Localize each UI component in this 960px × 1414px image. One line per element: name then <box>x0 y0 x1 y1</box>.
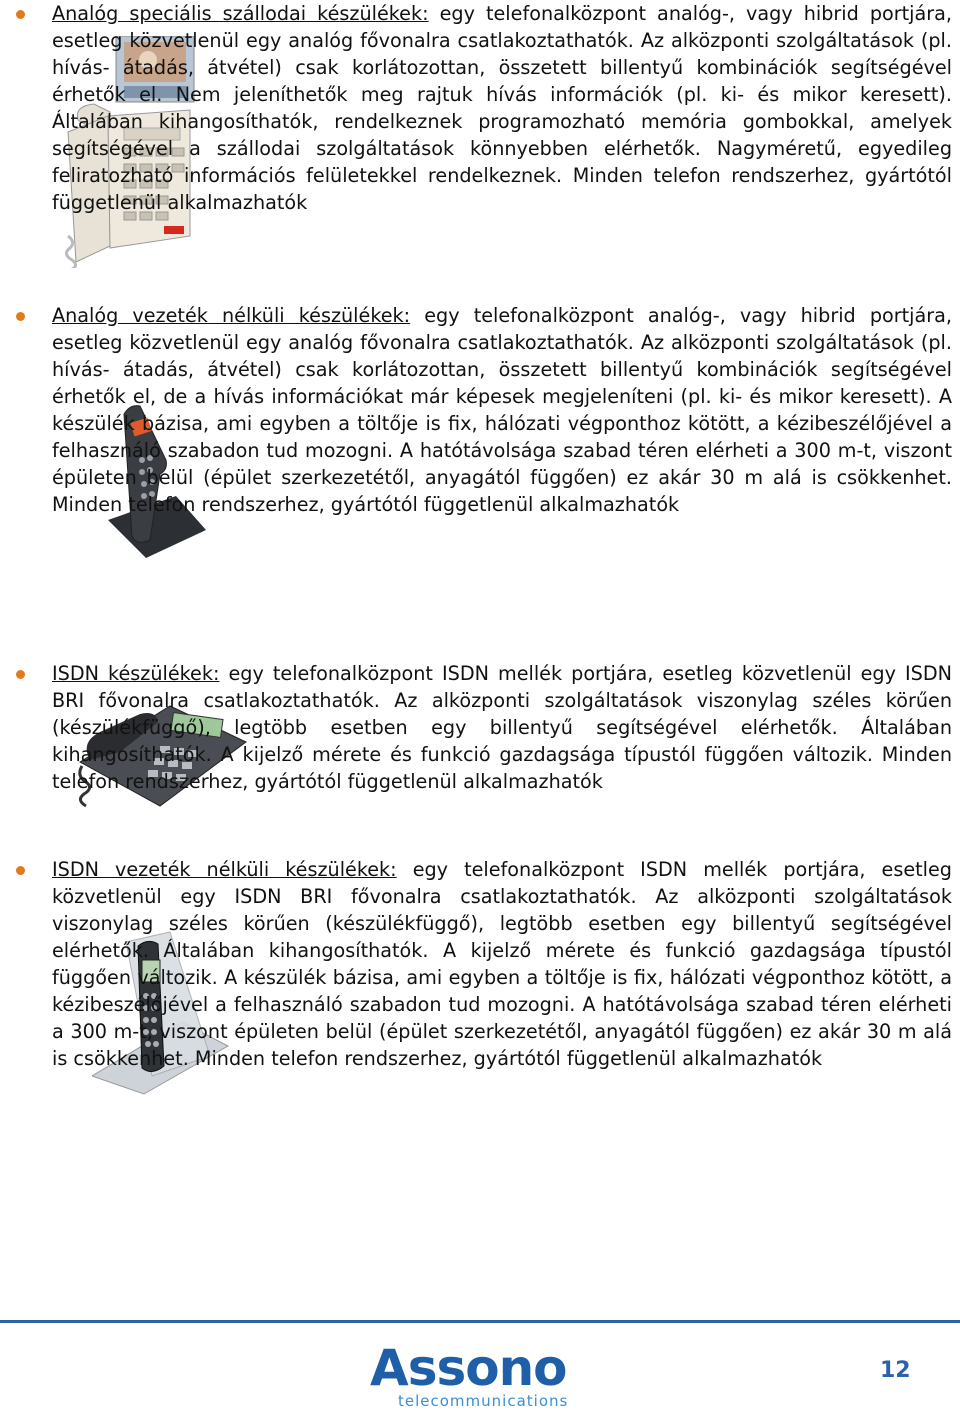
bullet-icon <box>16 10 25 19</box>
logo-tagline: telecommunications <box>398 1392 569 1410</box>
entry-text: egy telefonalközpont ISDN mellék portjára, esetleg közvetlenül egy ISDN BRI fővonalra csatlakoztathatók. Az alközponti szolgáltatások viszonylag széles körűen (készülékfüggő), legtöbb esetben egy billentyű segítségével elérhetők. Általában kihangosíthatók. A kijelző mérete és funkció gazdagsága típustól függően változik. Minden telefon rendszerhez, gyártótól függetlenül alkalmazhatók <box>52 662 952 793</box>
entry-paragraph <box>52 856 952 1072</box>
bullet-icon <box>16 866 25 875</box>
entry-paragraph <box>52 302 952 518</box>
entry-paragraph <box>52 660 952 795</box>
bullet-icon <box>16 670 25 679</box>
entry-text: egy telefonalközpont analóg-, vagy hibrid portjára, esetleg közvetlenül egy analóg fővonalra csatlakoztathatók. Az alközponti szolgáltatások (pl. hívás- átadás, átvétel) csak korlátozottan, összetett billentyű kombinációk segítségével érhetők el. Nem jeleníthetők meg rajtuk hívás információk (pl. ki- és mikor keresett). Általában kihangosíthatók, rendelkeznek programozható memória gombokkal, amelyek segítségével a szállodai szolgáltatások könnyebben elérhetők. Nagyméretű, egyedileg feliratozható információs felületekkel rendelkeznek. Minden telefon rendszerhez, gyártótól függetlenül alkalmazhatók <box>52 2 952 214</box>
entry-term: ISDN vezeték nélküli készülékek: <box>52 858 397 881</box>
footer-rule <box>0 1320 960 1323</box>
entry-paragraph <box>52 0 952 216</box>
entry-text: egy telefonalközpont analóg-, vagy hibrid portjára, esetleg közvetlenül egy analóg fővonalra csatlakoztathatók. Az alközponti szolgáltatások (pl. hívás- átadás, átvétel) csak korlátozottan, összetett billentyű kombinációk segítségével érhetők el, de a hívás információkat már képesek megjeleníteni (pl. ki- és mikor keresett). A készülék bázisa, ami egyben a töltője is fix, hálózati végponthoz kötött, a kézibeszélőjével a felhasználó szabadon tud mozogni. A hatótávolsága szabad téren elérheti a 300 m-t, viszont épületen belül (épület szerkezetétől, anyagától függően) ez akár 30 m alá is csökkenhet. Minden telefon rendszerhez, gyártótól függetlenül alkalmazhatók <box>52 304 952 516</box>
entry-text: egy telefonalközpont ISDN mellék portjára, esetleg közvetlenül egy ISDN BRI fővonalra csatlakoztathatók. Az alközponti szolgáltatások viszonylag széles körűen (készülékfüggő), legtöbb esetben egy billentyű segítségével elérhetők. Általában kihangosíthatók. A kijelző mérete és funkció gazdagsága típustól függően változik. A készülék bázisa, ami egyben a töltője is fix, hálózati végponthoz kötött, a kézibeszélőjével a felhasználó szabadon tud mozogni. A hatótávolsága szabad téren elérheti a 300 m-t, viszont épületen belül (épület szerkezetétől, anyagától függően) ez akár 30 m alá is csökkenhet. Minden telefon rendszerhez, gyártótól függetlenül alkalmazhatók <box>52 858 952 1070</box>
assono-logo <box>370 1340 580 1410</box>
bullet-icon <box>16 312 25 321</box>
entry-term: Analóg vezeték nélküli készülékek: <box>52 304 411 327</box>
logo-wordmark: Assono <box>370 1339 567 1397</box>
page-number: 12 <box>880 1358 911 1383</box>
entry-term: ISDN készülékek: <box>52 662 220 685</box>
entry-term: Analóg speciális szállodai készülékek: <box>52 2 429 25</box>
